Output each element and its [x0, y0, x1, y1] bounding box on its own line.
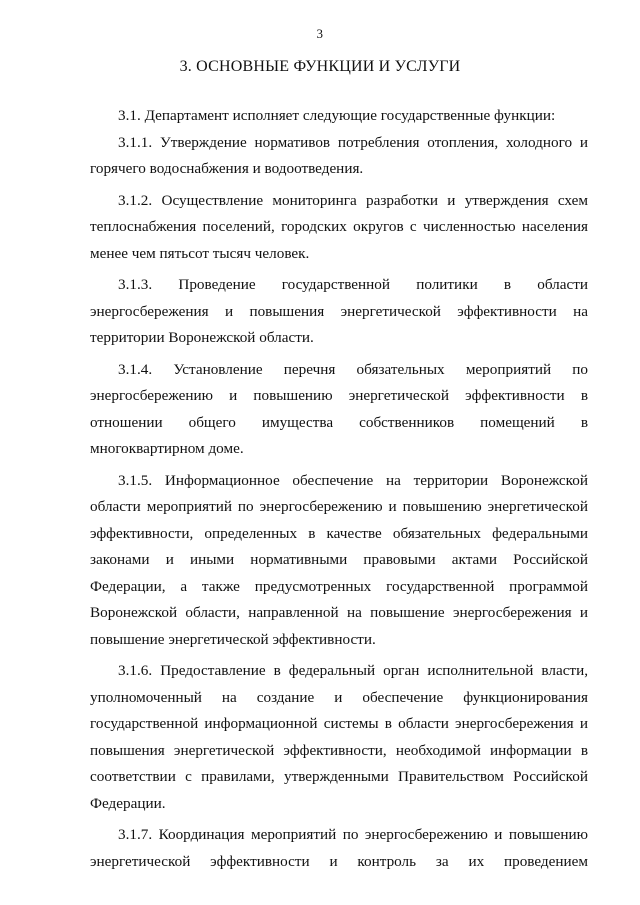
paragraph-3-1-7: 3.1.7. Координация мероприятий по энергосбережению и повышению энергетической эффективности и контроль за их проведением [90, 826, 588, 870]
paragraph-3-1-6: 3.1.6. Предоставление в федеральный орган исполнительной власти, уполномоченный на создание и обеспечение функционирования государственной информационной системы в области энергосбережения и повышения энергетической эффективности, необходимой информации в соответствии с правилами, утвержденными Правительством Российской Федерации. [90, 662, 588, 812]
paragraph-3-1-3: 3.1.3. Проведение государственной политики в области энергосбережения и повышения энергетической эффективности на территории Воронежской области. [90, 276, 588, 346]
paragraph-3-1: 3.1. Департамент исполняет следующие государственные функции: [118, 107, 556, 124]
paragraph-3-1-5: 3.1.5. Информационное обеспечение на территории Воронежской области мероприятий по энергосбережению и повышению энергетической эффективности, определенных в качестве обязательных федеральными законами и иными нормативными правовыми актами Российской Федерации, а также предусмотренных государственной программой Воронежской области, направленной на повышение энергосбережения и повышение энергетической эффективности. [90, 471, 588, 648]
document-body [90, 103, 588, 875]
page-number: 3 [316, 26, 324, 41]
paragraph-3-1-2: 3.1.2. Осуществление мониторинга разработки и утверждения схем теплоснабжения поселений, городских округов с численностью населения менее чем пятьсот тысяч человек. [90, 191, 588, 262]
paragraph-3-1-4: 3.1.4. Установление перечня обязательных мероприятий по энергосбережению и повышению энергетической эффективности в отношении общего имущества собственников помещений в многоквартирном доме. [90, 360, 588, 457]
section-title: 3. ОСНОВНЫЕ ФУНКЦИИ И УСЛУГИ [179, 58, 461, 75]
paragraph-3-1-1: 3.1.1. Утверждение нормативов потребления отопления, холодного и горячего водоснабжения и водоотведения. [90, 133, 588, 177]
